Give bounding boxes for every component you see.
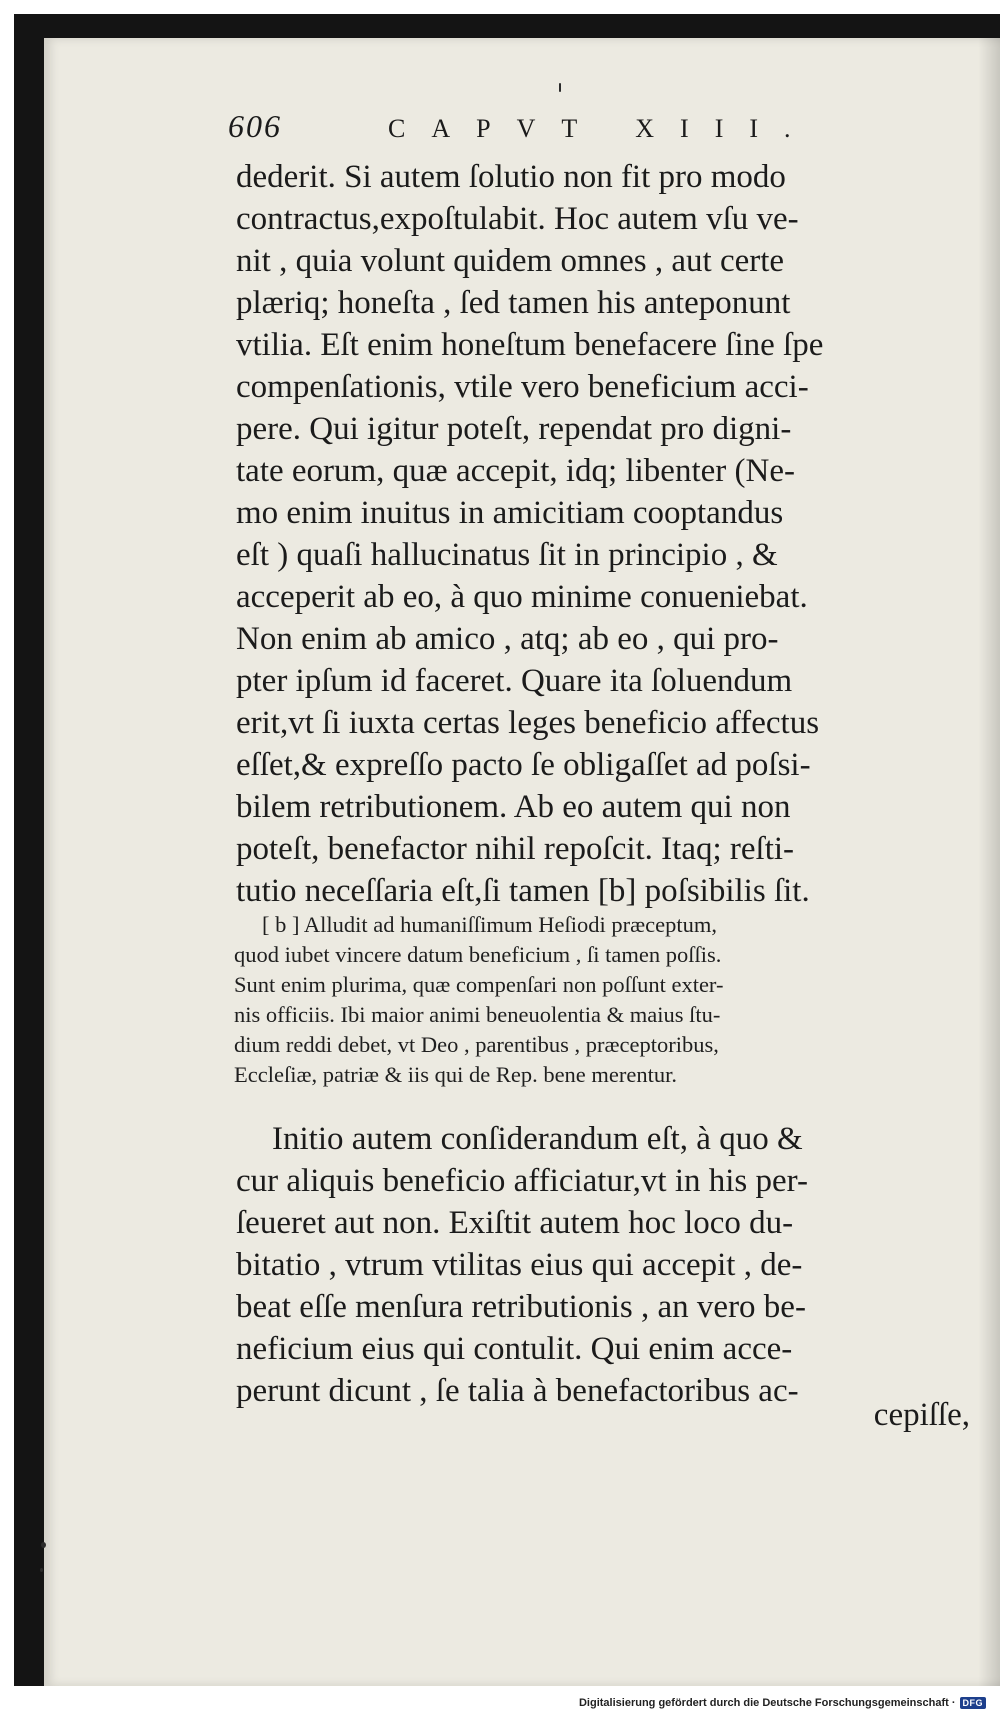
page-number: 606 [228, 108, 282, 144]
ink-speck [40, 1568, 43, 1572]
text-line: eſſet,& expreſſo pacto ſe obligaſſet ad poſsi- [236, 747, 811, 783]
text-line: tate eorum, quæ accepit, idq; libenter (Ne- [236, 453, 795, 489]
page-header [228, 108, 978, 148]
text-line: dederit. Si autem ſolutio non fit pro modo [236, 159, 786, 195]
footnote-line: nis officiis. Ibi maior animi beneuolentia & maius ſtu- [234, 1002, 721, 1027]
text-line: beat eſſe menſura retributionis , an vero be- [236, 1289, 806, 1325]
text-line: perunt dicunt , ſe talia à benefactoribus ac- [236, 1373, 799, 1409]
footnote-block [234, 910, 978, 1090]
text-line: poteſt, benefactor nihil repoſcit. Itaq; reſti- [236, 831, 795, 867]
catchword: cepiſſe, [873, 1397, 970, 1433]
text-line: bitatio , vtrum vtilitas eius qui accepit , de- [236, 1247, 803, 1283]
text-line: vtilia. Eſt enim honeſtum benefacere ſine ſpe [236, 327, 824, 363]
credit-text: Digitalisierung gefördert durch die Deutsche Forschungsgemeinschaft · [578, 1697, 956, 1709]
text-line: tutio neceſſaria eſt,ſi tamen [b] poſsibilis ſit. [236, 873, 810, 909]
text-line: contractus,expoſtulabit. Hoc autem vſu ve- [236, 201, 799, 237]
footnote-line: [ b ] Alludit ad humaniſſimum Heſiodi præceptum, [262, 912, 717, 937]
text-line: mo enim inuitus in amicitiam cooptandus [236, 495, 784, 531]
footnote-line: Sunt enim plurima, quæ compenſari non poſſunt exter- [234, 972, 724, 997]
text-line: pere. Qui igitur poteſt, rependat pro digni- [236, 411, 792, 447]
text-line: Initio autem conſiderandum eſt, à quo & [272, 1121, 803, 1157]
text-line: plæriq; honeſta , ſed tamen his anteponunt [236, 285, 791, 321]
text-line: cur aliquis beneficio afficiatur,vt in his per- [236, 1163, 808, 1199]
running-head: CAPVT XIII. [388, 114, 817, 143]
footnote-line: quod iubet vincere datum beneficium , ſi tamen poſſis. [234, 942, 722, 967]
text-line: Non enim ab amico , atq; ab eo , qui pro- [236, 621, 779, 657]
text-line: pter ipſum id faceret. Quare ita ſoluendum [236, 663, 793, 699]
ink-speck [41, 1542, 46, 1548]
text-line: ſeueret aut non. Exiſtit autem hoc loco du- [236, 1205, 794, 1241]
main-text-block [236, 156, 976, 912]
text-line: acceperit ab eo, à quo minime conueniebat. [236, 579, 808, 615]
dfg-logo-icon: DFG [960, 1697, 987, 1709]
footnote-line: Eccleſiæ, patriæ & iis qui de Rep. bene merentur. [234, 1062, 678, 1087]
text-line: neficium eius qui contulit. Qui enim acce- [236, 1331, 793, 1367]
text-line: erit,vt ſi iuxta certas leges beneficio affectus [236, 705, 820, 741]
text-line: eſt ) quaſi hallucinatus ſit in principio , & [236, 537, 778, 573]
text-line: nit , quia volunt quidem omnes , aut certe [236, 243, 785, 279]
ink-speck [559, 83, 561, 92]
digitization-credit [579, 1697, 986, 1709]
second-text-block [236, 1118, 976, 1412]
footnote-line: dium reddi debet, vt Deo , parentibus , præceptoribus, [234, 1032, 719, 1057]
text-line: bilem retributionem. Ab eo autem qui non [236, 789, 791, 825]
text-line: compenſationis, vtile vero beneficium acci- [236, 369, 809, 405]
